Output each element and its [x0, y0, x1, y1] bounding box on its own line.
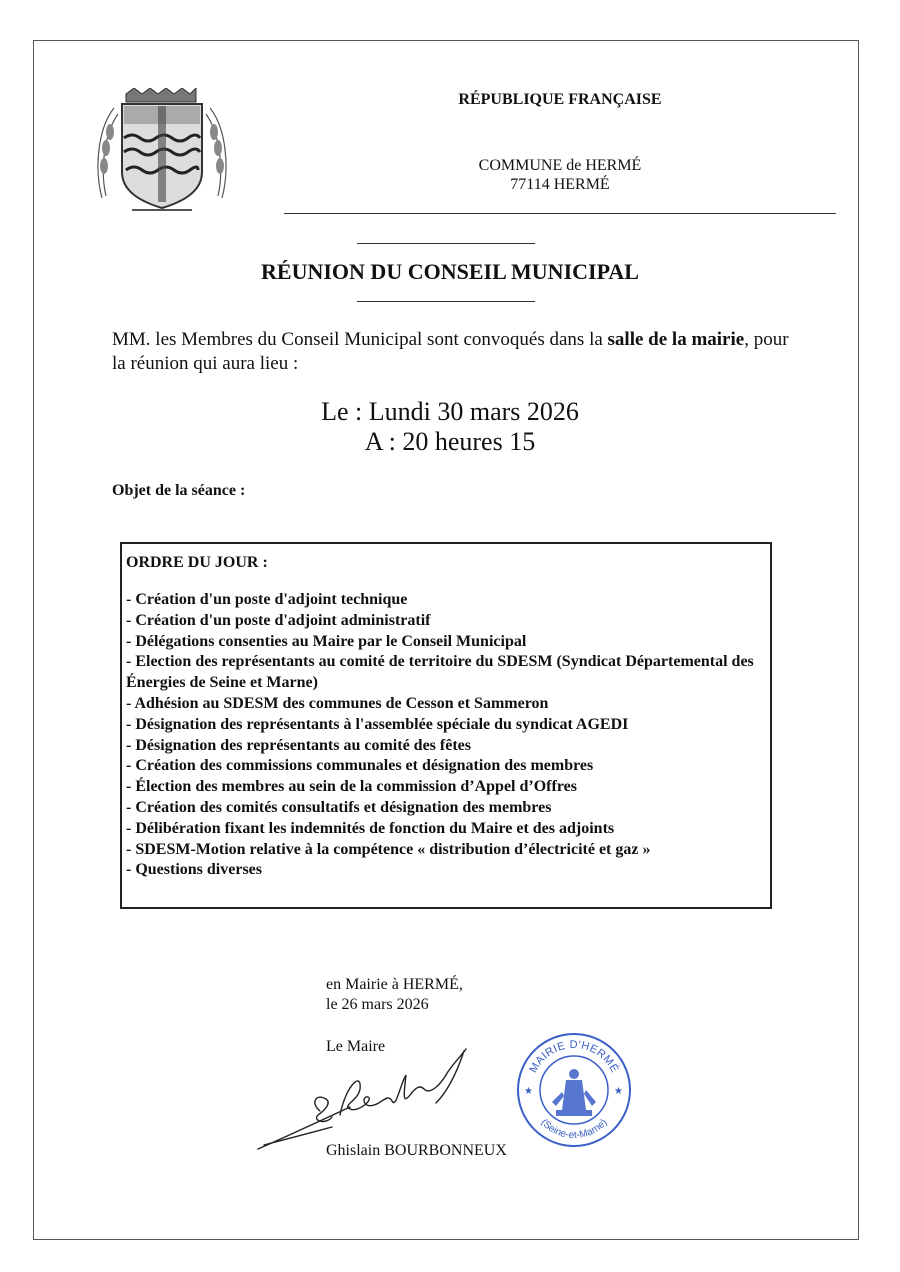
header-divider — [284, 213, 836, 214]
coat-of-arms-icon — [92, 88, 232, 220]
commune-address — [420, 156, 700, 194]
mayor-stamp — [514, 1030, 634, 1150]
stamp-bottom-text: (Seine-et-Marne) — [538, 1117, 610, 1142]
agenda-title: ORDRE DU JOUR : — [126, 554, 268, 571]
meeting-time: A : 20 heures 15 — [364, 427, 536, 456]
agenda-item: - Création d'un poste d'adjoint administratif — [126, 611, 431, 629]
agenda-item: - Election des représentants au comité de territoire du SDESM (Syndicat Départemental des Énergies de Seine et Marne) — [126, 653, 754, 692]
agenda-item: - Adhésion au SDESM des communes de Cesson et Sammeron — [126, 694, 549, 712]
agenda-item: - SDESM-Motion relative à la compétence « distribution d’électricité et gaz » — [126, 840, 651, 858]
republic-heading: RÉPUBLIQUE FRANÇAISE — [458, 91, 662, 108]
svg-text:★: ★ — [614, 1086, 623, 1097]
agenda-item: - Délégations consenties au Maire par le Conseil Municipal — [126, 632, 527, 650]
signing-place-date — [326, 975, 463, 1015]
agenda-item: - Création des commissions communales et désignation des membres — [126, 757, 594, 775]
intro-text-before: MM. les Membres du Conseil Municipal sont convoqués dans la — [112, 329, 608, 350]
stamp-top-text: MAIRIE D'HERMÉ — [527, 1038, 621, 1075]
signature-icon — [250, 1045, 480, 1155]
commune-name: COMMUNE de HERMÉ — [478, 157, 642, 174]
meeting-datetime — [240, 397, 660, 457]
signing-date: le 26 mars 2026 — [326, 996, 429, 1013]
svg-text:★: ★ — [524, 1086, 533, 1097]
signing-place: en Mairie à HERMÉ, — [326, 976, 463, 993]
page-title: RÉUNION DU CONSEIL MUNICIPAL — [261, 259, 639, 284]
meeting-date: Le : Lundi 30 mars 2026 — [321, 397, 579, 426]
agenda-item: - Questions diverses — [126, 861, 262, 879]
mayor-name: Ghislain BOURBONNEUX — [326, 1142, 507, 1159]
agenda-item: - Désignation des représentants au comité des fêtes — [126, 736, 471, 754]
agenda-item: - Création d'un poste d'adjoint technique — [126, 591, 408, 608]
agenda-item: - Désignation des représentants à l'assemblée spéciale du syndicat AGEDI — [126, 715, 629, 733]
agenda-box — [120, 542, 772, 909]
agenda-item: - Création des comités consultatifs et désignation des membres — [126, 798, 552, 816]
mayor-role: Le Maire — [326, 1038, 386, 1055]
title-rule-top — [357, 243, 535, 244]
svg-text:(Seine-et-Marne) — [538, 1117, 609, 1141]
intro-location: salle de la mairie — [607, 329, 745, 350]
convocation-text — [112, 328, 792, 376]
title-rule-bottom — [357, 301, 535, 302]
agenda-item: - Élection des membres au sein de la commission d’Appel d’Offres — [126, 778, 577, 796]
intro-text-after: , pour la réunion qui aura lieu : — [112, 329, 789, 374]
agenda-item: - Délibération fixant les indemnités de fonction du Maire et des adjoints — [126, 819, 615, 837]
objet-label: Objet de la séance : — [112, 482, 246, 499]
commune-postcode: 77114 HERMÉ — [510, 176, 610, 193]
